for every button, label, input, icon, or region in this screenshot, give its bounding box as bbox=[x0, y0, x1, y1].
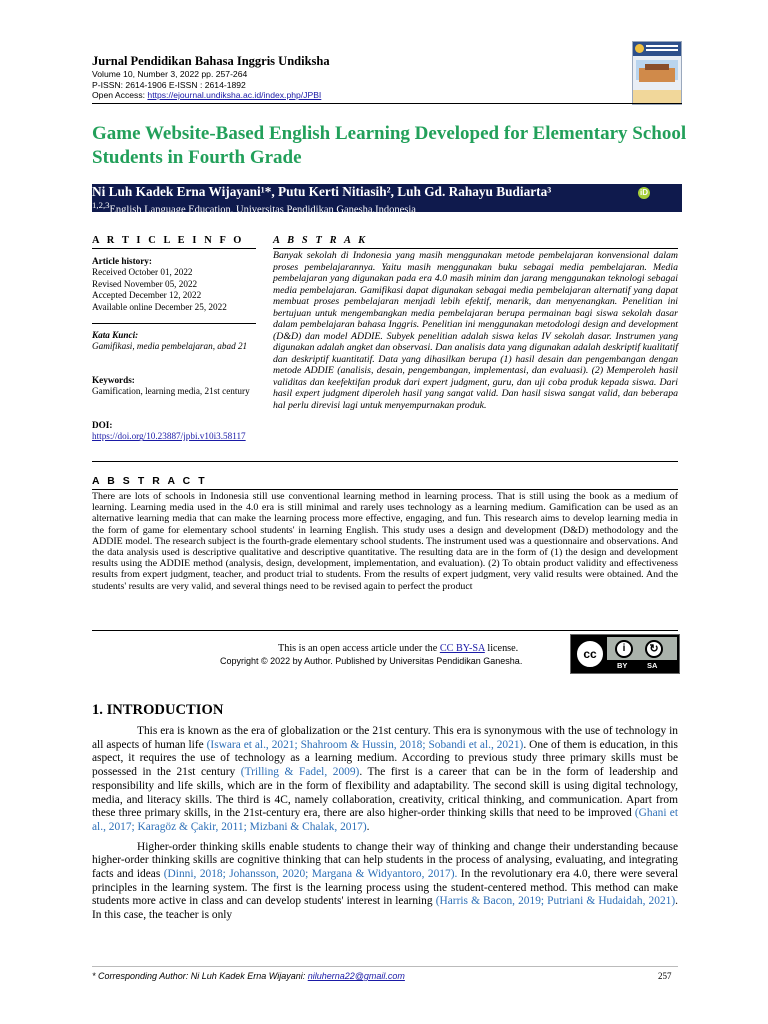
accepted-date: Accepted December 12, 2022 bbox=[92, 290, 202, 301]
license-prefix: This is an open access article under the bbox=[278, 643, 440, 654]
article-title: Game Website-Based English Learning Developed for Elementary School Students in Fourth Grade bbox=[92, 123, 687, 168]
citation-link[interactable]: (Trilling & Fadel, 2009) bbox=[240, 766, 360, 779]
article-affiliation bbox=[92, 200, 416, 216]
journal-volume: Volume 10, Number 3, 2022 pp. 257-264 bbox=[92, 69, 248, 79]
intro-paragraph-2 bbox=[92, 841, 678, 923]
kata-kunci-text: Gamifikasi, media pembelajaran, abad 21 bbox=[92, 341, 248, 352]
article-authors: Ni Luh Kadek Erna Wijayani¹*, Putu Kerti Nitiasih², Luh Gd. Rahayu Budiarta³ bbox=[92, 184, 552, 199]
page-number: 257 bbox=[658, 971, 672, 981]
article-info-heading: A R T I C L E I N F O bbox=[92, 235, 244, 246]
affiliation-text: English Language Education, Universitas Pendidikan Ganesha,Indonesia bbox=[109, 204, 416, 216]
journal-cover-image bbox=[632, 41, 682, 105]
keywords-label: Keywords: bbox=[92, 375, 135, 385]
p2-text-b: In the revolutionary era 4.0, there were several principles in the learning system. The first is the learning process using the student-centered method. This method can make students more active in class and can develop students' interest in learning bbox=[92, 868, 678, 908]
p1-text-d: . bbox=[366, 820, 370, 833]
abstract-top-divider bbox=[92, 461, 678, 462]
abstrak-divider bbox=[273, 248, 678, 249]
p1-text-a: This era is known as the era of globalization or the 21st century. This era is synonymous with the use of technology in all aspects of human life bbox=[92, 725, 678, 751]
kata-kunci-label: Kata Kunci: bbox=[92, 330, 139, 340]
footnote-author: Ni Luh Kadek Erna Wijayani: bbox=[190, 971, 308, 981]
cc-by-sa-link[interactable]: CC BY-SA bbox=[439, 643, 485, 654]
share-alike-icon: ↻ bbox=[645, 640, 663, 658]
keywords-block bbox=[92, 375, 256, 398]
footnote-label: * Corresponding Author: bbox=[92, 971, 191, 981]
introduction-body bbox=[92, 725, 678, 923]
journal-issn: P-ISSN: 2614-1906 E-ISSN : 2614-1892 bbox=[92, 79, 246, 90]
journal-name: Jurnal Pendidikan Bahasa Inggris Undiksha bbox=[92, 54, 330, 68]
received-date: Received October 01, 2022 bbox=[92, 267, 193, 278]
doi-block bbox=[92, 420, 256, 443]
abstract-heading: A B S T R A C T bbox=[92, 476, 208, 487]
keywords-text: Gamification, learning media, 21st century bbox=[92, 386, 250, 397]
abstract-bottom-divider bbox=[92, 630, 678, 631]
doi-link[interactable]: https://doi.org/10.23887/jpbi.v10i3.58117 bbox=[92, 431, 246, 442]
orcid-icon[interactable]: iD bbox=[640, 188, 648, 197]
corresponding-author-note bbox=[92, 971, 405, 981]
introduction-heading: 1. INTRODUCTION bbox=[92, 702, 224, 718]
open-access-label: Open Access: bbox=[92, 90, 148, 101]
intro-paragraph-1 bbox=[92, 725, 678, 835]
author-email-link[interactable]: niluherna22@gmail.com bbox=[307, 971, 405, 981]
footer-divider bbox=[92, 966, 678, 967]
abstract-divider bbox=[92, 489, 678, 490]
citation-link[interactable]: (Harris & Bacon, 2019; Putriani & Hudaidah, 2021) bbox=[435, 895, 676, 908]
citation-link[interactable]: (Iswara et al., 2021; Shahroom & Hussin, 2018; Sobandi et al., 2021) bbox=[206, 738, 524, 751]
p2-text-a: Higher-order thinking skills enable students to change their way of thinking and change their understanding because higher-order thinking skills are cognitive thinking that can help students in the process of analysing, evaluating, and integrating facts and ideas bbox=[92, 840, 678, 881]
citation-link[interactable]: (Dinni, 2018; Johansson, 2020; Margana & Widyantoro, 2017). bbox=[163, 868, 458, 881]
badge-sa-label: SA bbox=[647, 661, 658, 670]
license-line bbox=[278, 643, 518, 654]
badge-by-label: BY bbox=[617, 661, 628, 670]
p1-text-b: . One of them is education, in this aspect, it requires the use of technology as a learning medium. According to previous study three primary skills must be possessed in the 21st century bbox=[92, 738, 678, 779]
copyright-line: Copyright © 2022 by Author. Published by Universitas Pendidikan Ganesha. bbox=[220, 656, 523, 666]
article-info-divider bbox=[92, 248, 256, 249]
journal-url-link[interactable]: https://ejournal.undiksha.ac.id/index.php/JPBI bbox=[147, 90, 322, 101]
article-history bbox=[92, 256, 256, 313]
doi-label: DOI: bbox=[92, 420, 113, 430]
revised-date: Revised November 05, 2022 bbox=[92, 278, 198, 289]
license-suffix: license. bbox=[484, 643, 519, 654]
p1-text-c: . The first is a career that can be in the form of leadership and responsibility and life skills, which are in the form of flexibility and adaptability. The second skill is using digital technology, media, and literacy skills. The third is 4C, namely collaboration, creativity, critical thinking, and communication. Apart from these three primary skills, in the 21st-century era, there are also higher-order thinking skills that need to be improved bbox=[92, 766, 678, 820]
abstrak-text: Banyak sekolah di Indonesia yang masih menggunakan metode pembelajaran konvensional dalam proses pembelajarannya. Yaitu masih menggunakan buku sebagai media pembelajaran. Media pembelajaran yang digunakan pada era 4.0 masih minim dan jarang menggunakan teknologi sebagai media pembelajaran. Gamifikasi dapat digunakan sebagai media pembelajaran alternatif yang dapat membuat proses pembelajaran menjadi lebih efektif, menarik, dan menyenangkan. Penelitian ini bertujuan untuk mengembangkan media pembelajaran berupa permainan bagi siswa sekolah dasar dalam pembelajaran bahasa Inggris. Penelitian ini menggunakan metodologi design and development (D&D) dan model ADDIE. Subyek penelitian adalah siswa kelas IV sekolah dasar. Instrumen yang digunakan adalah angket dan observasi. Dan analisis data yang digunakan adalah deskriptif kualitatif dan deskriptif kuantitatif. Data yang dihasilkan berupa (1) hasil desain dan pengembangan dengan metode ADDIE (analisis, desain, pengembangan, implementasi, dan evaluasi). (2) Memperoleh hasil validitas dan keefektifan produk dari expert judgment, guru, dan uji coba produk kepada siswa. Dari hasil expert judgment diperoleh hasil yang sangat valid. Dan hasil siswa sangat valid, dan beberapa hal perlu direvisi lagi untuk menyempurnakan produk. bbox=[273, 250, 678, 411]
abstrak-heading: A B S T R A K bbox=[273, 235, 368, 246]
info-divider bbox=[92, 323, 256, 324]
journal-meta bbox=[92, 69, 321, 101]
journal-open-access bbox=[92, 90, 321, 101]
cc-icon: cc bbox=[575, 639, 605, 669]
cc-by-sa-badge[interactable] bbox=[570, 634, 680, 674]
citation-link[interactable]: (Ghani et al., 2017; Karagöz & Çakir, 2011; Mizbani & Chalak, 2017) bbox=[92, 807, 678, 833]
available-date: Available online December 25, 2022 bbox=[92, 301, 227, 312]
attribution-icon: i bbox=[615, 640, 633, 658]
p2-text-c: . In this case, the teacher is only bbox=[92, 895, 678, 922]
history-label: Article history: bbox=[92, 256, 152, 266]
header-divider bbox=[92, 103, 682, 104]
kata-kunci-block bbox=[92, 330, 256, 353]
affiliation-sup: 1,2,3 bbox=[92, 200, 110, 210]
abstract-text: There are lots of schools in Indonesia still use conventional learning method in learning process. That is still using the book as a medium of learning. Learning media used in the 4.0 era is still minimal and rarely uses technology as a learning medium. Gamification can be used as an alternative learning media that can make the learning process more effective, engaging, and fun. This research aims to develop learning media in the form of game for elementary school students' in learning English. This study uses a design and development (D&D) methodology and the ADDIE model. The research subject is the fourth-grade elementary school students. The instrument used was a questionnaire and observations. And the data analysis used is descriptive qualitative and descriptive quantitative. The resulting data are in the form of (1) the design and development results using the ADDIE method (analysis, design, development, implementation, and evaluation). (2) To obtain product validity and effectiveness results from expert judgment, teacher, and product trial to students. From the results of expert judgment, very valid results were obtained. And the students' results are very valid, and several things need to be revised again to perfect the product bbox=[92, 491, 678, 592]
